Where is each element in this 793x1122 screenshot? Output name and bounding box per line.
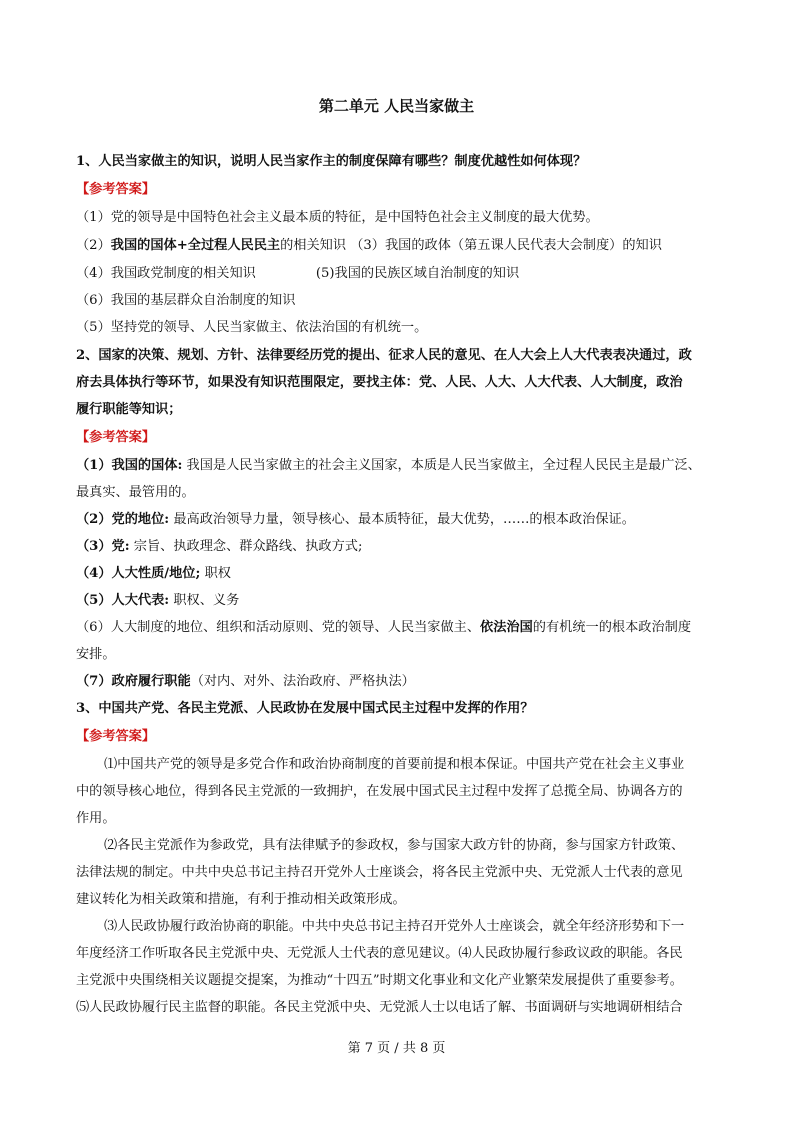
q2-a1-text: 我国是人民当家做主的社会主义国家，本质是人民当家做主，全过程人民民主是最广泛、 — [182, 458, 701, 473]
question-1: 1、人民当家做主的知识，说明人民当家作主的制度保障有哪些？制度优越性如何体现？ — [76, 154, 587, 169]
q1-l2-bold: 我国的国体+全过程人民民主 — [110, 238, 281, 253]
q3-para-3-line-1: ⑶人民政协履行政治协商的职能。中共中央总书记主持召开党外人士座谈会，就全年经济形势和下一 — [104, 919, 685, 934]
q3-para-3-line-4: ⑸人民政协履行民主监督的职能。各民主党派中央、无党派人士以电话了解、书面调研与实地调研相结合 — [76, 1000, 683, 1015]
q1-l2-rest: 的相关知识 （3）我国的政体（第五课人民代表大会制度）的知识 — [280, 238, 662, 253]
q2-answer-3 — [76, 537, 726, 557]
q2-answer-1 — [76, 456, 726, 476]
q2-a6-bold: 依法治国 — [480, 620, 533, 635]
question-2-line-2: 府去具体执行等环节，如果没有知识范围限定，要找主体：党、人民、人大、人大代表、人大制度，政治 — [76, 375, 683, 390]
q1-answer-line-4: （6）我国的基层群众自治制度的知识 — [76, 293, 296, 308]
q2-answer-2 — [76, 510, 726, 530]
q2-a2-text: 最高政治领导力量，领导核心、最本质特征，最大优势，……的根本政治保证。 — [169, 512, 635, 527]
q2-a6-text1: （6）人大制度的地位、组织和活动原则、党的领导、人民当家做主、 — [76, 620, 481, 635]
q2-answer-7 — [76, 672, 726, 692]
q2-a6-text2: 的有机统一的根本政治制度 — [532, 620, 692, 635]
page-title: 第二单元 人民当家做主 — [318, 97, 475, 115]
q1-l3-left: （4）我国政党制度的相关知识 — [76, 266, 256, 281]
question-2-line-1: 2、国家的决策、规划、方针、法律要经历党的提出、征求人民的意见、在人大会上人大代表表决通过，政 — [76, 348, 692, 363]
page-number: 第 7 页 / 共 8 页 — [347, 1041, 446, 1056]
q2-answer-4 — [76, 564, 726, 584]
q2-answer-6-cont: 安排。 — [76, 647, 116, 662]
q2-a5-lead: （5）人大代表: — [76, 593, 170, 608]
q2-answer-1-cont: 最真实、最管用的。 — [76, 485, 195, 500]
q2-answer-5 — [76, 591, 726, 611]
answer-label-3: 【参考答案】 — [76, 729, 156, 744]
question-3: 3、中国共产党、各民主党派、人民政协在发展中国式民主过程中发挥的作用？ — [76, 701, 534, 716]
answer-label-2: 【参考答案】 — [76, 430, 156, 445]
q3-para-2-line-2: 法律法规的制定。中共中央总书记主持召开党外人士座谈会，将各民主党派中央、无党派人士代表的意见 — [76, 865, 683, 880]
q2-a1-lead: （1）我国的国体: — [76, 458, 183, 473]
q1-l2-prefix: （2） — [76, 238, 111, 253]
q3-para-1-line-2: 中的领导核心地位，得到各民主党派的一致拥护，在发展中国式民主过程中发挥了总揽全局、协调各方的 — [76, 784, 683, 799]
q2-a5-text: 职权、义务 — [169, 593, 240, 608]
q1-answer-line-3 — [76, 264, 726, 284]
q3-para-3-line-2: 年度经济工作听取各民主党派中央、无党派人士代表的意见建议。⑷人民政协履行参政议政的职能。各民 — [76, 946, 683, 961]
q3-para-2-line-3: 建议转化为相关政策和措施，有利于推动相关政策形成。 — [76, 892, 406, 907]
q1-l3-right: (5)我国的民族区域自治制度的知识 — [315, 266, 520, 281]
q1-answer-line-5: （5）坚持党的领导、人民当家做主、依法治国的有机统一。 — [76, 320, 428, 335]
q3-para-1-line-1: ⑴中国共产党的领导是多党合作和政治协商制度的首要前提和根本保证。中国共产党在社会主义事业 — [104, 757, 685, 772]
q2-a4-lead: （4）人大性质/地位; — [76, 566, 201, 581]
answer-label-1: 【参考答案】 — [76, 182, 156, 197]
q2-a2-lead: （2）党的地位: — [76, 512, 170, 527]
q2-a3-text: 宗旨、执政理念、群众路线、执政方式; — [129, 539, 363, 554]
q3-para-2-line-1: ⑵各民主党派作为参政党，具有法律赋予的参政权，参与国家大政方针的协商，参与国家方针政策、 — [104, 838, 685, 853]
q2-a4-text: 职权 — [200, 566, 231, 581]
q1-answer-line-2 — [76, 236, 726, 256]
q2-a7-text: （对内、对外、法治政府、严格执法） — [190, 674, 415, 689]
q3-para-1-line-3: 作用。 — [76, 811, 116, 826]
question-2-line-3: 履行职能等知识； — [76, 402, 182, 417]
q2-answer-6 — [76, 618, 726, 638]
q2-a7-lead: （7）政府履行职能 — [76, 674, 191, 689]
q2-a3-lead: （3）党: — [76, 539, 130, 554]
q3-para-3-line-3: 主党派中央围绕相关议题提交提案，为推动“十四五”时期文化事业和文化产业繁荣发展提供了重要参考。 — [76, 973, 683, 988]
q1-answer-line-1: （1）党的领导是中国特色社会主义最本质的特征，是中国特色社会主义制度的最大优势。 — [76, 210, 599, 225]
